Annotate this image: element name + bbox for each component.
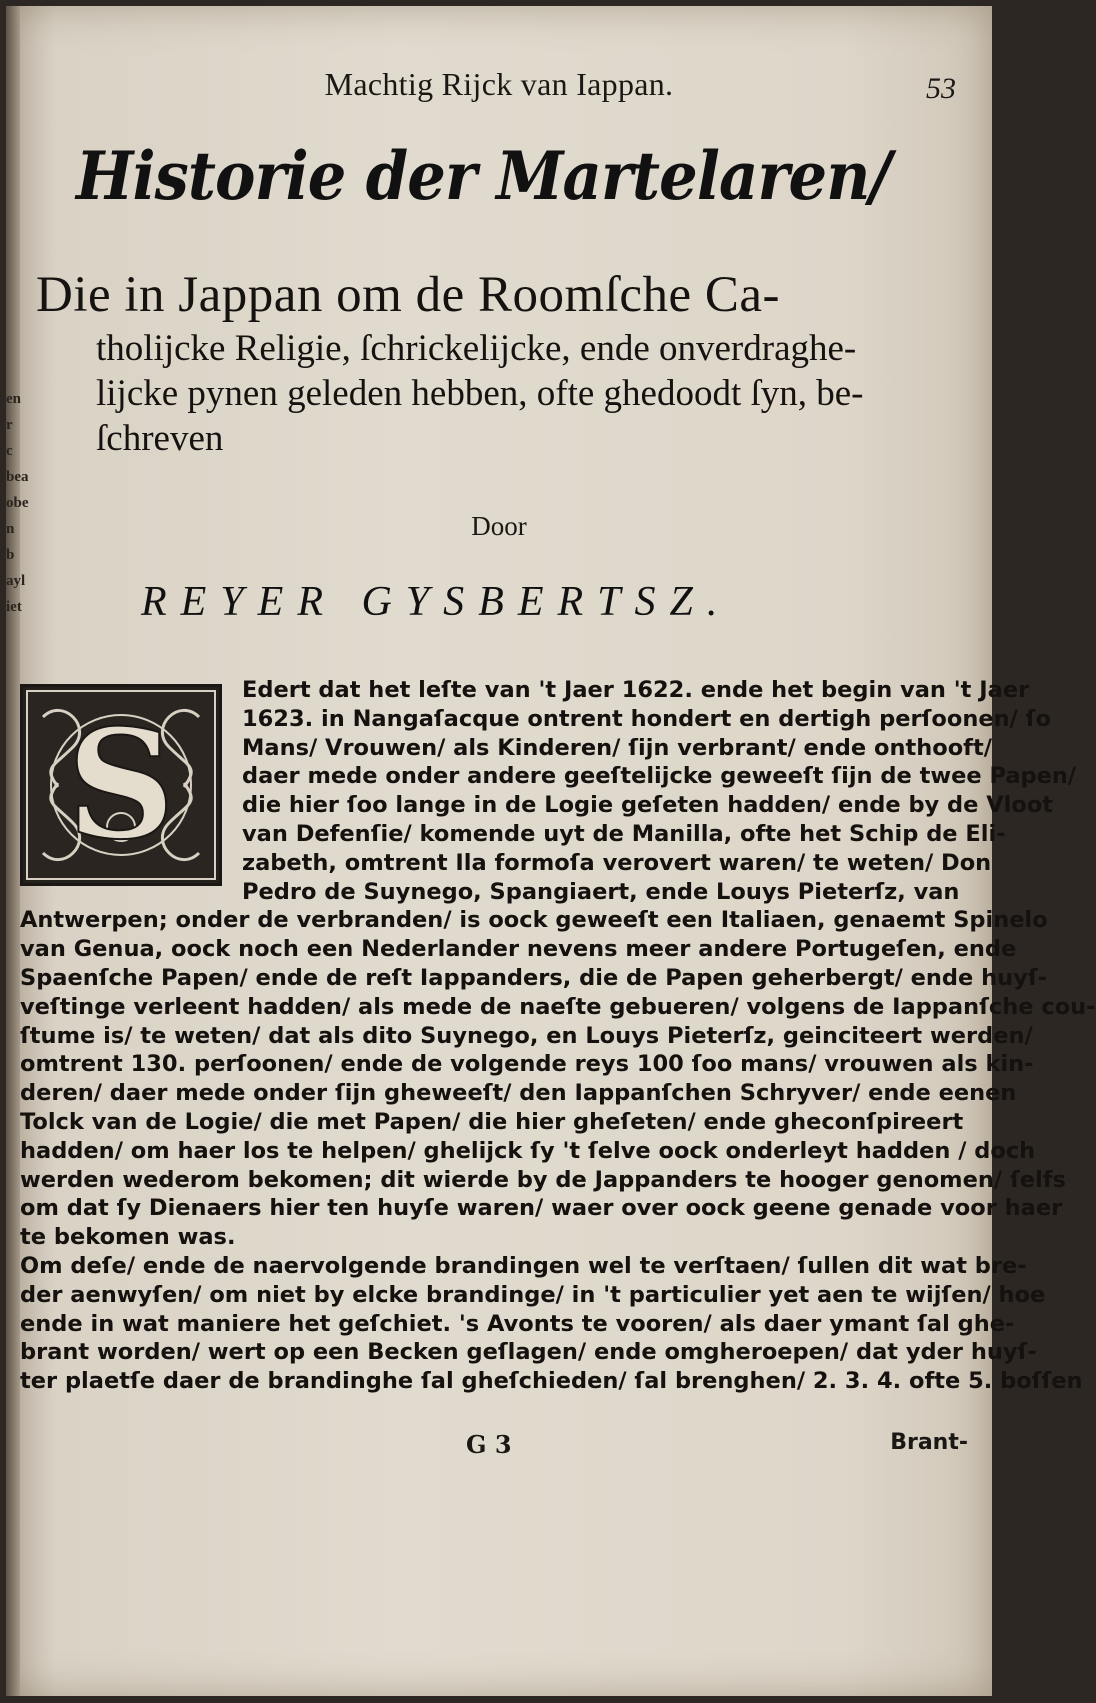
body-line: die hier ſoo lange in de Logie geſeten hadden/ ende by de Vloot <box>242 792 1054 819</box>
body-line: zabeth, omtrent Ila formoſa verovert waren/ te weten/ Don <box>242 849 992 876</box>
body-line: te bekomen was. <box>20 1224 236 1251</box>
subtitle-line: tholijcke Religie, ſchrickelijcke, ende onverdraghe- <box>96 328 857 369</box>
subtitle-line: ſchreven <box>96 418 224 459</box>
body-line: Spaenſche Papen/ ende de reſt Iappanders, die de Papen geherbergt/ ende huyſ- <box>20 964 1047 991</box>
margin-fragment: ayl <box>6 573 26 589</box>
body-line: omtrent 130. perſoonen/ ende de volgende reys 100 ſoo mans/ vrouwen als kin- <box>20 1051 1034 1078</box>
body-line: Om deſe/ ende de naervolgende brandingen wel te verſtaen/ ſullen dit wat bre- <box>20 1252 1027 1279</box>
body-line: Antwerpen; onder de verbranden/ is oock geweeſt een Italiaen, genaemt Spinelo <box>20 907 1048 934</box>
chapter-title: Historie der Martelaren/ <box>76 137 891 215</box>
body-line: ende in wat maniere het geſchiet. 's Avonts te vooren/ als daer ymant ſal ghe- <box>20 1310 1015 1337</box>
author-name: REYER GYSBERTSZ. <box>141 579 732 625</box>
subtitle-line: lijcke pynen geleden hebben, ofte ghedoodt ſyn, be- <box>96 373 864 414</box>
book-page <box>6 6 1096 1696</box>
body-line: Mans/ Vrouwen/ als Kinderen/ ſijn verbrant/ ende onthooft/ <box>242 734 992 761</box>
margin-fragment: iet <box>6 599 22 615</box>
page-number: 53 <box>926 72 956 105</box>
body-line: brant worden/ wert op een Becken geſlagen/ ende omgheroepen/ dat yder huyſ- <box>20 1339 1037 1366</box>
signature-mark: G 3 <box>466 1430 512 1459</box>
byline-door: Door <box>471 511 527 541</box>
facing-page-fragments <box>6 386 29 620</box>
svg-text:S: S <box>66 697 176 873</box>
body-line: 1623. in Nangaſacque ontrent hondert en dertigh perſoonen/ ſo <box>242 705 1051 732</box>
body-line: Pedro de Suynego, Spangiaert, ende Louys Pieterſz, van <box>242 878 960 905</box>
margin-fragment: obe <box>6 495 29 511</box>
body-line: ſtume is/ te weten/ dat als dito Suynego, en Louys Pieterſz, geinciteert werden/ <box>20 1022 1033 1049</box>
body-text <box>20 676 1096 1396</box>
body-line: Edert dat het leſte van 't Jaer 1622. ende het begin van 't Jaer <box>242 677 1030 703</box>
margin-fragment: bea <box>6 469 29 485</box>
margin-fragment: n b <box>6 521 15 563</box>
margin-fragment: en <box>6 391 21 407</box>
running-head: Machtig Rijck van Iappan. <box>324 66 674 102</box>
subtitle <box>36 264 966 461</box>
body-line: werden wederom bekomen; dit wierde by de Jappanders te hooger genomen/ ſelfs <box>20 1166 1066 1193</box>
body-line: van Defenſie/ komende uyt de Manilla, ofte het Schip de Eli- <box>242 820 1006 847</box>
body-line: ter plaetſe daer de brandinghe ſal gheſchieden/ ſal brenghen/ 2. 3. 4. ofte 5. boſſen <box>20 1368 1083 1395</box>
catchword: Brant- <box>890 1430 968 1455</box>
body-line: van Genua, oock noch een Nederlander nevens meer andere Portugeſen, ende <box>20 936 1017 963</box>
body-line: daer mede onder andere geeſtelijcke geweeſt ſijn de twee Papen/ <box>242 763 1077 790</box>
body-line: hadden/ om haer los te helpen/ ghelijck ſy 't ſelve oock onderleyt hadden / doch <box>20 1137 1036 1164</box>
subtitle-line: Die in Jappan om de Roomſche Ca- <box>36 267 780 323</box>
body-line: veſtinge verleent hadden/ als mede de naeſte gebueren/ volgens de Iappanſche cou- <box>20 993 1096 1020</box>
margin-fragment: r c <box>6 417 13 459</box>
body-line: om dat ſy Dienaers hier ten huyſe waren/ waer over oock geene genade voor haer <box>20 1195 1063 1222</box>
body-line: der aenwyſen/ om niet by elcke brandinge/ in 't particulier yet aen te wijſen/ hoe <box>20 1281 1046 1308</box>
binding-edge <box>6 6 29 1696</box>
body-line: Tolck van de Logie/ die met Papen/ die hier gheſeten/ ende gheconſpireert <box>20 1108 964 1135</box>
body-line: deren/ daer mede onder ſijn gheweeſt/ den Iappanſchen Schryver/ ende eenen <box>20 1080 1017 1107</box>
